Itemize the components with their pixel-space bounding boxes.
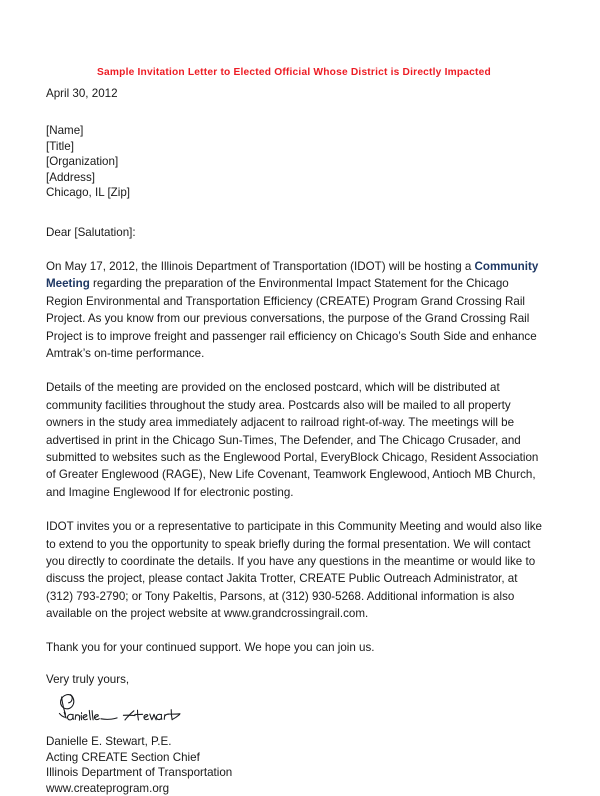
page-title: Sample Invitation Letter to Elected Official Whose District is Directly Impacted bbox=[97, 67, 491, 78]
recipient-address-block bbox=[46, 123, 542, 201]
closing-line: Very truly yours, bbox=[46, 673, 130, 687]
handwritten-signature-icon bbox=[48, 692, 198, 734]
body-paragraph-2: Details of the meeting are provided on the enclosed postcard, which will be distributed at community facilities throughout the study area. Postcards also will be mailed to all property owners in the study area immediately adjacent to railroad right-of-way. The meetings will be advertised in print in the Chicago Sun-Times, The Defender, and The Chicago Crusader, and submitted to websites such as the Englewood Portal, EveryBlock Chicago, Resident Association of Greater Englewood (RAGE), New Life Covenant, Teamwork Englewood, Antioch MB Church, and Imagine Englewood If for electronic posting. bbox=[46, 381, 539, 499]
community-meeting-emphasis: Community Meeting bbox=[46, 259, 539, 291]
paragraph-1-intro: On May 17, 2012, the Illinois Department of Transportation (IDOT) will be hosting a bbox=[46, 259, 475, 273]
recipient-address: [Address] bbox=[46, 170, 95, 184]
letter-date: April 30, 2012 bbox=[46, 87, 118, 100]
signer-role: Acting CREATE Section Chief bbox=[46, 750, 200, 764]
recipient-title: [Title] bbox=[46, 139, 74, 153]
signature-area bbox=[46, 692, 542, 734]
recipient-organization: [Organization] bbox=[46, 155, 119, 169]
signer-website: www.createprogram.org bbox=[46, 781, 170, 795]
signer-block bbox=[46, 734, 542, 796]
body-paragraph-1 bbox=[46, 258, 542, 362]
recipient-name: [Name] bbox=[46, 124, 84, 137]
salutation-line: Dear [Salutation]: bbox=[46, 225, 136, 239]
body-paragraph-4: Thank you for your continued support. We hope you can join us. bbox=[46, 640, 375, 654]
body-paragraph-3: IDOT invites you or a representative to participate in this Community Meeting and would also like to extend to you the opportunity to speak briefly during the formal presentation. We will contact you directly to coordinate the details. If you have any questions in the meantime or would like to discuss the project, please contact Jakita Trotter, CREATE Public Outreach Administrator, at (312) 793-2790; or Tony Pakeltis, Parsons, at (312) 930-5268. Additional information is also available on the project website at www.grandcrossingrail.com. bbox=[46, 520, 542, 621]
signer-name: Danielle E. Stewart, P.E. bbox=[46, 735, 172, 749]
signer-agency: Illinois Department of Transportation bbox=[46, 766, 233, 780]
paragraph-1-remainder: regarding the preparation of the Environmental Impact Statement for the Chicago Region Environmental and Transportation Efficiency (CREATE) Program Grand Crossing Rail Project. As you know from our previous conversations, the purpose of the Grand Crossing Rail Project is to improve freight and passenger rail efficiency on Chicago’s South Side and enhance Amtrak’s on-time performance. bbox=[46, 277, 537, 360]
letter-content bbox=[46, 66, 542, 796]
recipient-city-state-zip: Chicago, IL [Zip] bbox=[46, 186, 130, 200]
